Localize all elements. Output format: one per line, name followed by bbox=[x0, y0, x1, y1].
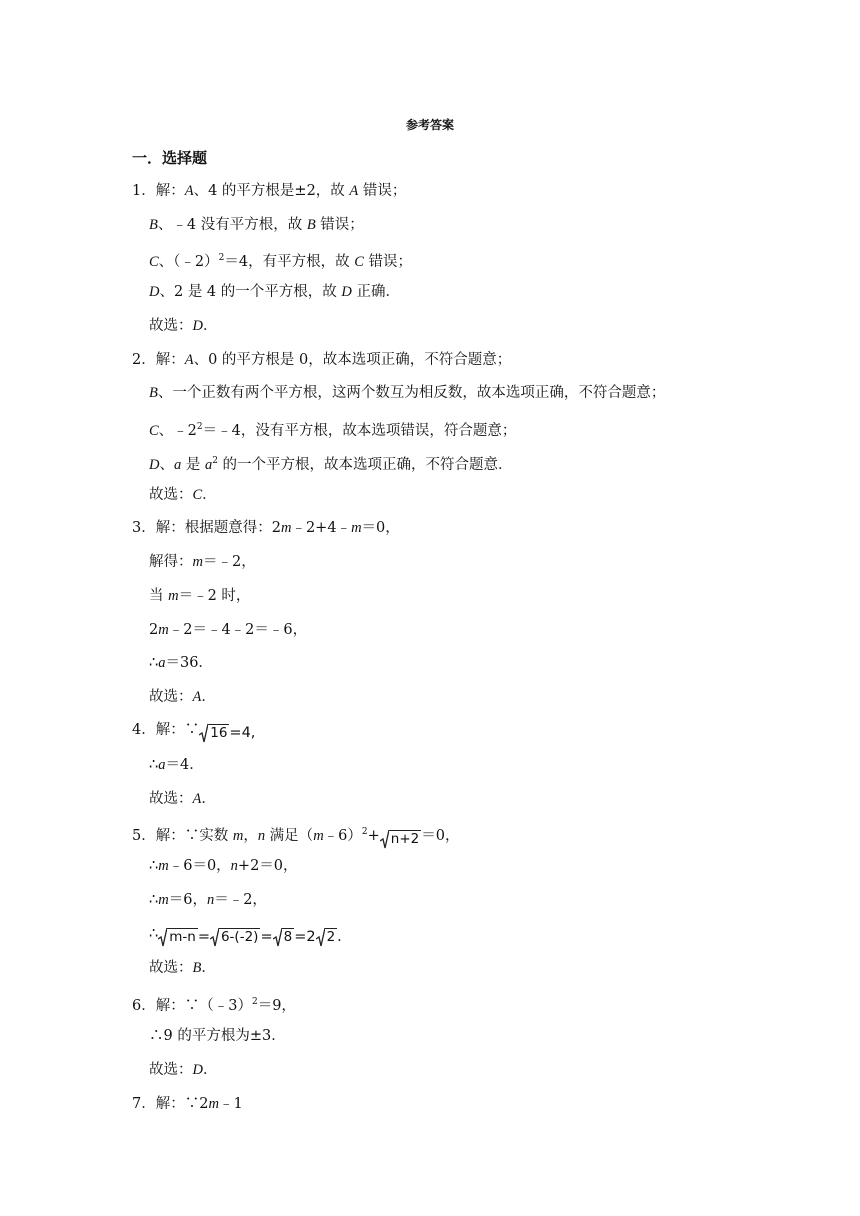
q4-line-1: 4．解：∵ 16 =4, bbox=[132, 722, 256, 741]
sqrt-symbol: 8 bbox=[273, 927, 295, 947]
q1-line-d: D、2 是 4 的一个平方根，故 D 正确． bbox=[149, 284, 400, 300]
q2-line-b: B、一个正数有两个平方根，这两个数互为相反数，故本选项正确，不符合题意； bbox=[149, 385, 666, 401]
q5-line-4: ∴ m-n = 6-(-2) = 8 =2 2 . bbox=[149, 926, 342, 945]
q5-line-3: ∴m＝6，n＝﹣2， bbox=[149, 892, 267, 908]
section-heading: 一．选择题 bbox=[132, 149, 208, 167]
q2-line-d: D、a 是 $a^2$ 的一个平方根，故本选项正确，不符合题意． bbox=[149, 456, 513, 473]
q1-line-a: 1．解：A、4 的平方根是±2，故 A 错误； bbox=[132, 183, 407, 199]
sqrt-symbol: n+2 bbox=[380, 829, 421, 849]
q4-line-2: ∴a＝4． bbox=[149, 757, 204, 773]
page-title: 参考答案 bbox=[405, 118, 454, 132]
sqrt-symbol: m-n bbox=[158, 927, 198, 947]
q3-line-4: 2m﹣2＝﹣4﹣2＝﹣6， bbox=[149, 622, 308, 638]
q3-line-3: 当 m＝﹣2 时， bbox=[149, 588, 251, 604]
sqrt-symbol: 16 bbox=[199, 723, 229, 743]
q5-line-1: 5．解：∵实数 m，n 满足（m﹣6）$^2$+ n+2 ＝0， bbox=[132, 827, 460, 847]
q6-line-2: ∴9 的平方根为±3． bbox=[149, 1028, 286, 1044]
q2-answer: 故选：C． bbox=[149, 487, 217, 503]
q5-line-2: ∴m﹣6＝0，n+2＝0， bbox=[149, 858, 298, 874]
sqrt-symbol: 6-(-2) bbox=[210, 927, 260, 947]
q3-line-2: 解得：m＝﹣2， bbox=[149, 554, 256, 570]
q7-line-1: 7．解：∵2m﹣1 bbox=[132, 1096, 243, 1112]
q6-line-1: 6．解：∵（﹣3）$^2$＝9， bbox=[132, 997, 296, 1014]
q1-answer: 故选：D． bbox=[149, 318, 218, 334]
q2-line-c: C、$﹣2^2=﹣4$，没有平方根，故本选项错误，符合题意； bbox=[149, 422, 517, 439]
q3-line-5: ∴a＝36． bbox=[149, 655, 213, 671]
sqrt-symbol: 2 bbox=[316, 927, 338, 947]
q3-answer: 故选：A． bbox=[149, 689, 216, 705]
q4-answer: 故选：A． bbox=[149, 791, 216, 807]
q1-line-c: C、（﹣2）$^2$＝4，有平方根，故 C 错误； bbox=[149, 253, 413, 270]
q6-answer: 故选：D． bbox=[149, 1062, 218, 1078]
q3-line-1: 3．解：根据题意得：2m﹣2+4﹣m＝0， bbox=[132, 520, 400, 536]
q2-line-a: 2．解：A、0 的平方根是 0，故本选项正确，不符合题意； bbox=[132, 352, 512, 368]
q1-line-b: B、﹣4 没有平方根，故 B 错误； bbox=[149, 217, 364, 233]
q5-answer: 故选：B． bbox=[149, 960, 216, 976]
